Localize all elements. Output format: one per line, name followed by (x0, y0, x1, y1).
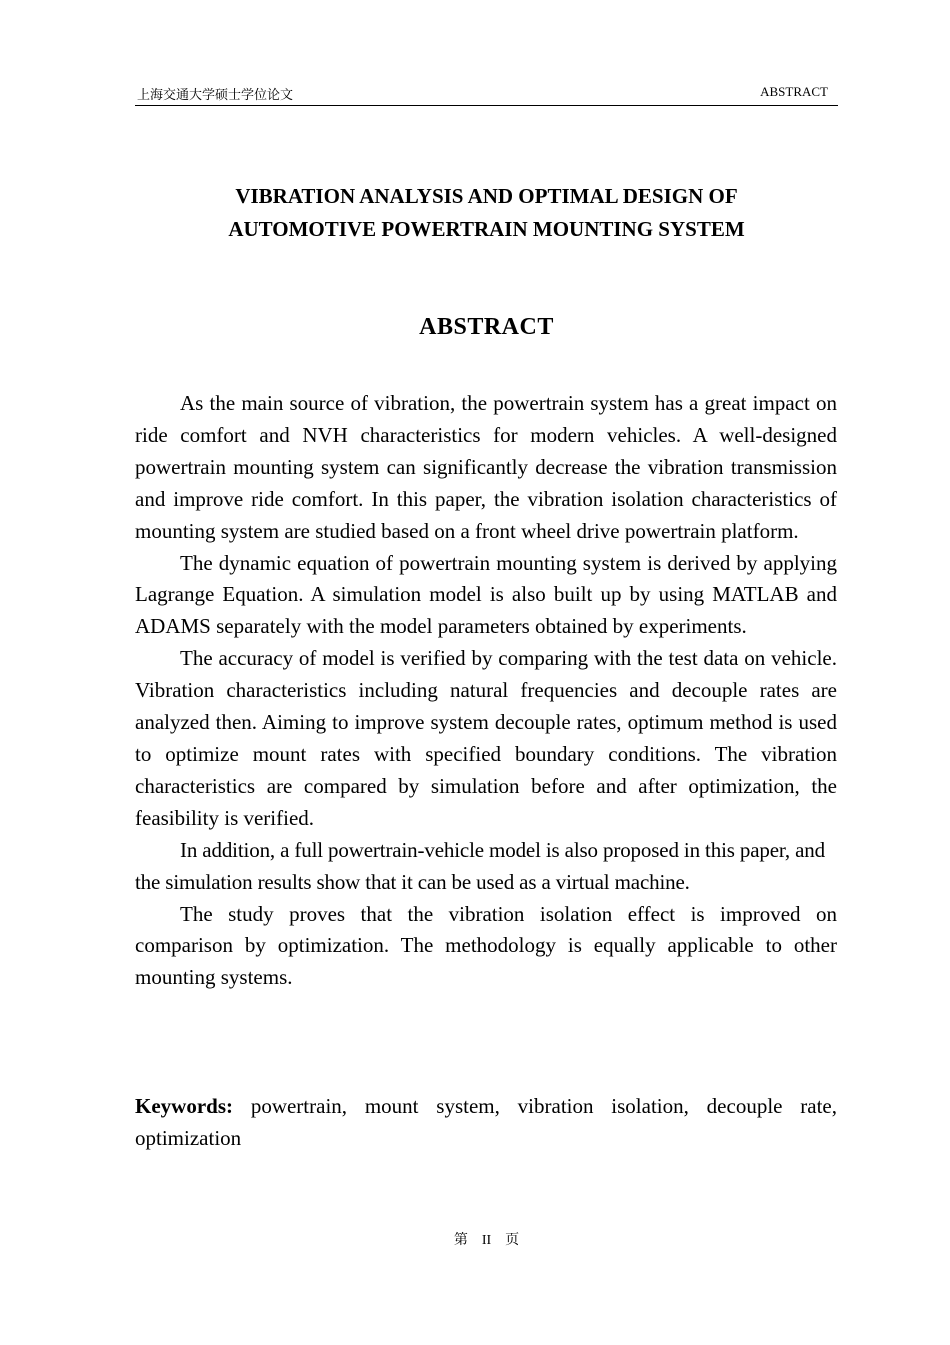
header-university-title: 上海交通大学硕士学位论文 (137, 87, 294, 102)
abstract-paragraph-5: The study proves that the vibration isolation effect is improved on comparison by optimization. The methodology is equally applicable to other mounting systems. (135, 901, 837, 990)
abstract-paragraph-1: As the main source of vibration, the powertrain system has a great impact on ride comfort and NVH characteristics for modern vehicles. A well-designed powertrain mounting system can significantly decrease the vibration transmission and improve ride comfort. In this paper, the vibration isolation characteristics of mounting system are studied based on a front wheel drive powertrain platform. (135, 391, 837, 543)
keywords-text: powertrain, mount system, vibration isolation, decouple rate, optimization (135, 1094, 838, 1150)
abstract-paragraph-3: The accuracy of model is verified by comparing with the test data on vehicle. Vibration characteristics including natural frequencies and decouple rates are analyzed then. Aiming to improve system decouple rates, optimum method is used to optimize mount rates with specified boundary conditions. The vibration characteristics are compared by simulation before and after optimization, the feasibility is verified. (135, 646, 837, 830)
page-number: 第 II 页 (453, 1233, 520, 1248)
thesis-title-line-2: AUTOMOTIVE POWERTRAIN MOUNTING SYSTEM (228, 217, 745, 241)
abstract-body (135, 388, 837, 994)
keywords-label: Keywords: (135, 1094, 233, 1118)
abstract-heading: ABSTRACT (419, 314, 554, 340)
running-header (135, 84, 838, 106)
abstract-paragraph-4: In addition, a full powertrain-vehicle model is also proposed in this paper, and the simulation results show that it can be used as a virtual machine. (135, 837, 825, 894)
abstract-paragraph-2: The dynamic equation of powertrain mounting system is derived by applying Lagrange Equation. A simulation model is also built up by using MATLAB and ADAMS separately with the model parameters obtained by experiments. (135, 550, 837, 639)
keywords-block (135, 1090, 837, 1154)
header-section-name: ABSTRACT (760, 84, 828, 99)
thesis-title (135, 180, 838, 246)
thesis-title-line-1: VIBRATION ANALYSIS AND OPTIMAL DESIGN OF (235, 184, 738, 208)
